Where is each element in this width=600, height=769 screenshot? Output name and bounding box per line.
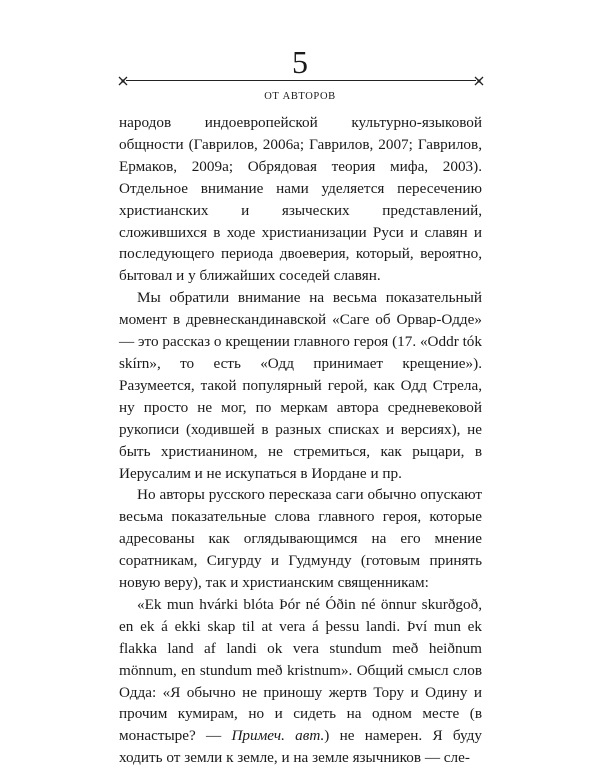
italic-run: Примеч. авт. (231, 727, 325, 745)
header-rule (118, 76, 484, 86)
paragraph (119, 287, 482, 484)
page-number: 5 (292, 44, 308, 80)
rule-line (126, 80, 476, 81)
body-text (119, 112, 482, 769)
ornament-left-icon (118, 76, 128, 86)
section-title: ОТ АВТОРОВ (264, 91, 336, 102)
text-run: Но авторы русского пересказа саги обычно опускают весьма показательные слова главного героя, которые адресованы как оглядывающимся на его мнение соратникам, Сигурду и Гудмунду (готовым принять новую веру), так и христианским священникам: (119, 486, 482, 592)
paragraph (119, 484, 482, 594)
text-run: ) не намерен. Я буду ходить от земли к земле, и на земле язычников — сле- (119, 727, 482, 767)
text-run: Мы обратили внимание на весьма показательный момент в древнескандинавской «Саге об Орвар-Одде» — это рассказ о крещении главного героя (17. «Oddr tók skírn», то есть «Одд принимает крещение»). Разумеется, такой популярный герой, как Одд Стрела, ну просто не мог, по меркам автора средневековой рукописи (ходившей в разных списках и версиях), не быть христианином, не стремиться, как рыцари, в Иерусалим и не искупаться в Иордане и пр. (119, 289, 482, 482)
paragraph (119, 112, 482, 287)
text-run: народов индоевропейской культурно-языковой общности (Гаврилов, 2006а; Гаврилов, 2007; Гаврилов, Ермаков, 2009а; Обрядовая теория мифа, 2003). Отдельное внимание нами уделяется пересечению христианских и языческих представлений, сложившихся в ходе христианизации Руси и славян и последующего периода двоеверия, который, вероятно, бытовал и у ближайших соседей славян. (119, 114, 482, 285)
paragraph (119, 594, 482, 769)
text-run: «Ek mun hvárki blóta Þór né Óðin né önnur skurðgoð, en ek á ekki skap til at vera á þessu landi. Því mun ek flakka land af landi ok vera stundum með heiðnum mönnum, en stundum með kristnum». Общий смысл слов Одда: «Я обычно не приношу жертв Тору и Одину и прочим кумирам, но и сидеть на одном месте (в монастыре? — (119, 595, 482, 745)
ornament-right-icon (474, 76, 484, 86)
